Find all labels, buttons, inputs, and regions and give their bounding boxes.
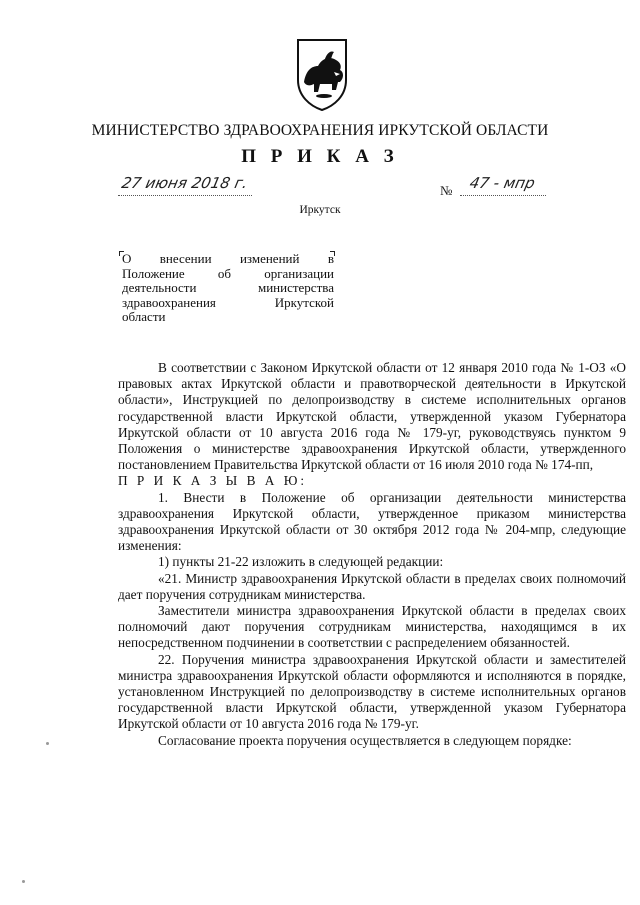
- order-subject: [122, 252, 334, 325]
- subject-line: области: [122, 309, 166, 325]
- number-sign: №: [440, 183, 453, 198]
- body-paragraph: Согласование проекта поручения осуществляется в следующем порядке:: [158, 732, 572, 748]
- ministry-name: МИНИСТЕРСТВО ЗДРАВООХРАНЕНИЯ ИРКУТСКОЙ ОБЛАСТИ: [91, 122, 549, 139]
- scan-speck: [46, 742, 49, 745]
- city-name: Иркутск: [299, 204, 341, 216]
- scan-speck: [22, 880, 25, 883]
- subject-line: О внесении изменений в: [122, 251, 334, 266]
- subject-line: деятельности министерства: [122, 280, 334, 296]
- body-paragraph: В соответствии с Законом Иркутской области от 12 января 2010 года № 1-ОЗ «О правовых актах Иркутской области и правотворческой деятельности в Иркутской области», Инструкцией по делопроизводству в системе исполнительных органов государственной власти Иркутской области, утвержденной указом Губернатора Иркутской области от 10 августа 2016 года № 179-уг, руководствуясь пунктом 9 Положения о министерстве здравоохранения Иркутской области, утвержденного постановлением Правительства Иркутской области от 16 июля 2010 года № 174-пп,: [118, 360, 626, 473]
- body-paragraph: 22. Поручения министра здравоохранения Иркутской области и заместителей министра здравоохранения Иркутской области оформляются и исполняются в порядке, установленном Инструкцией по делопроизводству в системе исполнительных органов государственной власти Иркутской области, утвержденной указом Губернатора Иркутской области от 10 августа 2016 года № 179-уг.: [118, 651, 626, 732]
- body-paragraph: 1. Внести в Положение об организации деятельности министерства здравоохранения Иркутской области, утвержденное приказом министерства здравоохранения Иркутской области от 30 октября 2012 года № 204-мпр, следующие изменения:: [118, 489, 626, 554]
- body-paragraph: 1) пункты 21-22 изложить в следующей редакции:: [158, 554, 444, 570]
- order-body: [118, 360, 626, 749]
- body-paragraph: «21. Министр здравоохранения Иркутской области в пределах своих полномочий дает поручения сотрудникам министерства.: [118, 570, 626, 602]
- coat-of-arms-icon: [294, 36, 350, 112]
- body-paragraph: Заместители министра здравоохранения Иркутской области в пределах своих полномочий дают поручения сотрудникам министерства, находящимся в их непосредственном подчинении в соответствии с распределением обязанностей.: [118, 603, 626, 651]
- document-title: П Р И К А З: [241, 146, 399, 167]
- handwritten-number: 47 - мпр: [468, 174, 537, 192]
- subject-line: Положение об организации: [122, 265, 334, 281]
- handwritten-date: 27 июня 2018 г.: [120, 174, 250, 192]
- subject-line: здравоохранения Иркутской: [122, 294, 334, 310]
- order-directive: П Р И К А З Ы В А Ю:: [118, 473, 308, 489]
